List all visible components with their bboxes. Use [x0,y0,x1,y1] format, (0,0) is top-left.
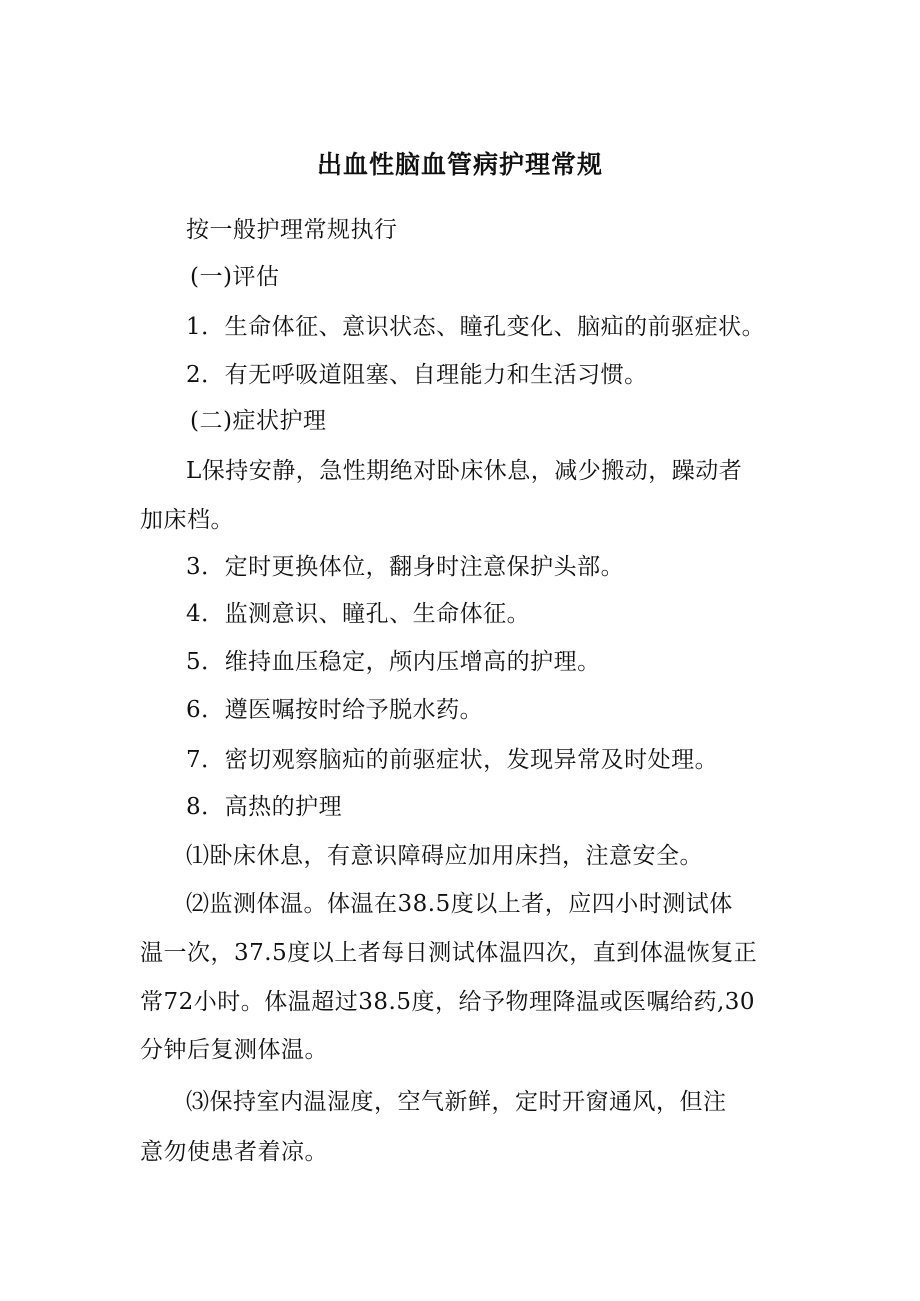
paragraph-line: 加床档。 [140,507,234,533]
section-heading-symptom-care: (二)症状护理 [190,408,327,434]
paragraph-line: L保持安静，急性期绝对卧床休息，减少搬动，躁动者 [186,458,743,484]
section-heading-assessment: (一)评估 [190,264,280,290]
paragraph-line: ⑶保持室内温湿度，空气新鲜，定时开窗通风，但注 [186,1089,727,1115]
paragraph-line: 按一般护理常规执行 [186,217,398,243]
paragraph-line: 1．生命体征、意识状态、瞳孔变化、脑疝的前驱症状。 [186,314,766,340]
paragraph-line: 意勿使患者着凉。 [140,1139,328,1165]
paragraph-line: 分钟后复测体温。 [140,1037,328,1063]
paragraph-line: 4．监测意识、瞳孔、生命体征。 [186,601,531,627]
paragraph-line: 温一次，37.5度以上者每日测试体温四次，直到体温恢复正 [140,940,758,966]
paragraph-line: 8．高热的护理 [186,794,343,820]
paragraph-line: 7．密切观察脑疝的前驱症状，发现异常及时处理。 [186,747,719,773]
paragraph-line: ⑴卧床休息，有意识障碍应加用床挡，注意安全。 [186,843,703,869]
document-title: 出血性脑血管病护理常规 [316,150,603,179]
paragraph-line: 3．定时更换体位，翻身时注意保护头部。 [186,554,625,580]
paragraph-line: 5．维持血压稳定，颅内压增高的护理。 [186,649,601,675]
paragraph-line: 常72小时。体温超过38.5度，给予物理降温或医嘱给药,30 [140,989,756,1015]
paragraph-line: 2．有无呼吸道阻塞、自理能力和生活习惯。 [186,362,648,388]
paragraph-line: ⑵监测体温。体温在38.5度以上者，应四小时测试体 [186,891,733,917]
paragraph-line: 6．遵医嘱按时给予脱水药。 [186,697,484,723]
